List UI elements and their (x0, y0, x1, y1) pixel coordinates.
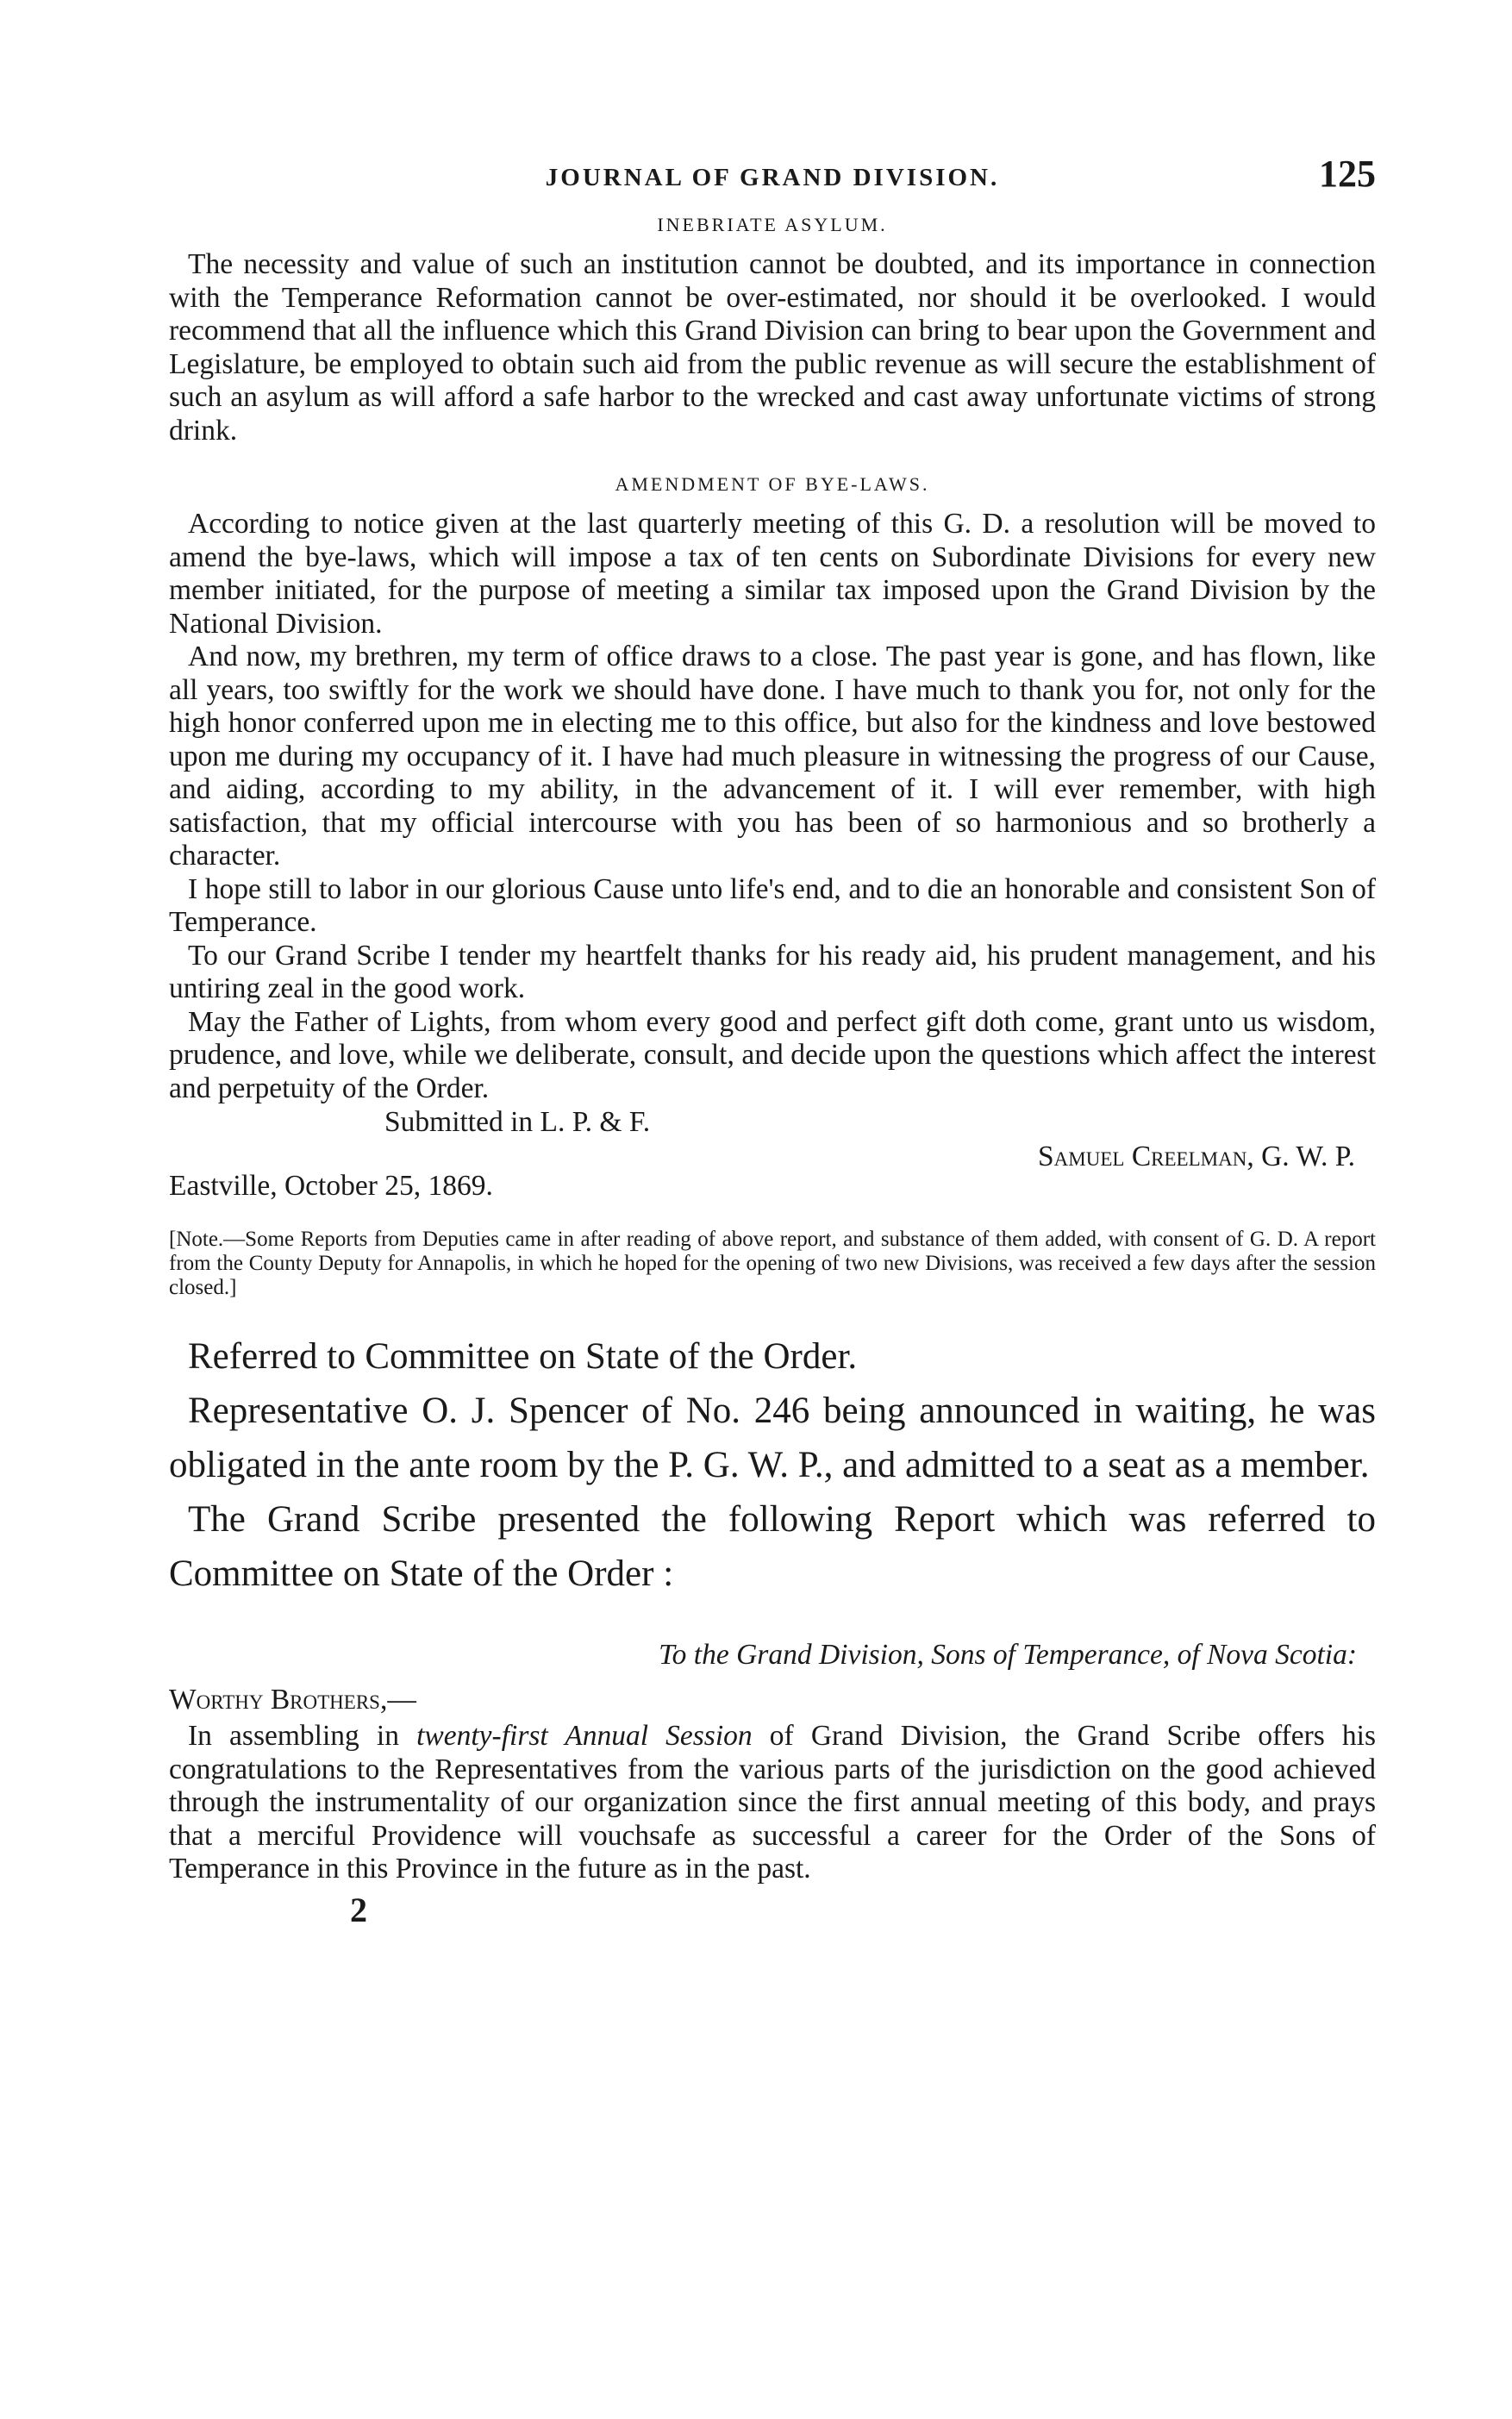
paragraph-hope: I hope still to labor in our glorious Cause unto life's end, and to die an honorable and consistent Son of Temperance. (169, 872, 1376, 938)
paragraph-farewell: And now, my brethren, my term of office draws to a close. The past year is gone, and has flown, like all years, too swiftly for the work we should have done. I have much to thank you for, not only for the high honor conferred upon me in electing me to this office, but also for the kindness and love bestowed upon me during my occupancy of it. I have had much pleasure in witnessing the progress of our Cause, and aiding, according to my ability, in the advancement of it. I will ever remember, with high satisfaction, that my official intercourse with you has been of so harmonious and so brotherly a character. (169, 641, 1376, 872)
proceeding-scribe-report: The Grand Scribe presented the following Report which was referred to Committee on State of the Order : (169, 1499, 1376, 1594)
section-heading-inebriate: INEBRIATE ASYLUM. (657, 214, 888, 235)
running-title: JOURNAL OF GRAND DIVISION. (545, 164, 1000, 191)
date-line: Eastville, October 25, 1869. (169, 1170, 493, 1202)
paragraph-inebriate: The necessity and value of such an institution cannot be doubted, and its importance in connection with the Temperance Reformation cannot be over-estimated, nor should it be overlooked. I would recommend that all the influence which this Grand Division can bring to bear upon the Government and Legislature, be employed to obtain such aid from the public revenue as will secure the establishment of such an asylum as will afford a safe harbor to the wrecked and cast away unfortunate victims of strong drink. (169, 248, 1376, 447)
running-head (169, 152, 1376, 214)
editorial-note: [Note.—Some Reports from Deputies came in after reading of above report, and substance of them added, with consent of G. D. A report from the County Deputy for Annapolis, in which he hoped for the opening of two new Divisions, was received a few days after the session closed.] (169, 1228, 1376, 1299)
section-heading-amendment: AMENDMENT OF BYE-LAWS. (615, 473, 930, 495)
signature-mark: 2 (350, 1890, 367, 1929)
report-opening-text-rest: of Grand Division, the Grand Scribe offers his congratulations to the Representatives from the various parts of the jurisdiction on the good achieved through the instrumentality of our organization since the first annual meeting of this body, and prays that a merciful Providence will vouchsafe as successful a career for the Order of the Sons of Temperance in this Province in the future as in the past. (169, 1720, 1376, 1885)
signer-line: Samuel Creelman, G. W. P. (1038, 1141, 1355, 1172)
paragraph-amendment: According to notice given at the last quarterly meeting of this G. D. a resolution will be moved to amend the bye-laws, which will impose a tax of ten cents on Subordinate Divisions for every new member initiated, for the purpose of meeting a similar tax imposed upon the Grand Division by the National Division. (169, 508, 1376, 640)
report-session-emphasis: twenty-first Annual Session (416, 1720, 753, 1752)
proceeding-spencer: Representative O. J. Spencer of No. 246 being announced in waiting, he was obligated in the ante room by the P. G. W. P., and admitted to a seat as a member. (169, 1391, 1376, 1485)
journal-page (169, 152, 1376, 1930)
report-salutation: Worthy Brothers,— (169, 1684, 416, 1716)
paragraph-prayer: May the Father of Lights, from whom every good and perfect gift doth come, grant unto us wisdom, prudence, and love, while we deliberate, consult, and decide upon the questions which affect the interest and perpetuity of the Order. (169, 1005, 1376, 1104)
submitted-line: Submitted in L. P. & F. (384, 1106, 651, 1138)
report-address: To the Grand Division, Sons of Temperance, of Nova Scotia: (659, 1639, 1357, 1671)
page-number: 125 (1319, 153, 1376, 195)
proceeding-referred: Referred to Committee on State of the Order. (188, 1336, 858, 1377)
paragraph-thanks: To our Grand Scribe I tender my heartfelt thanks for his ready aid, his prudent management, and his untiring zeal in the good work. (169, 939, 1376, 1004)
report-opening-text-start: In assembling in (188, 1720, 417, 1752)
report-opening-paragraph (169, 1720, 1376, 1886)
